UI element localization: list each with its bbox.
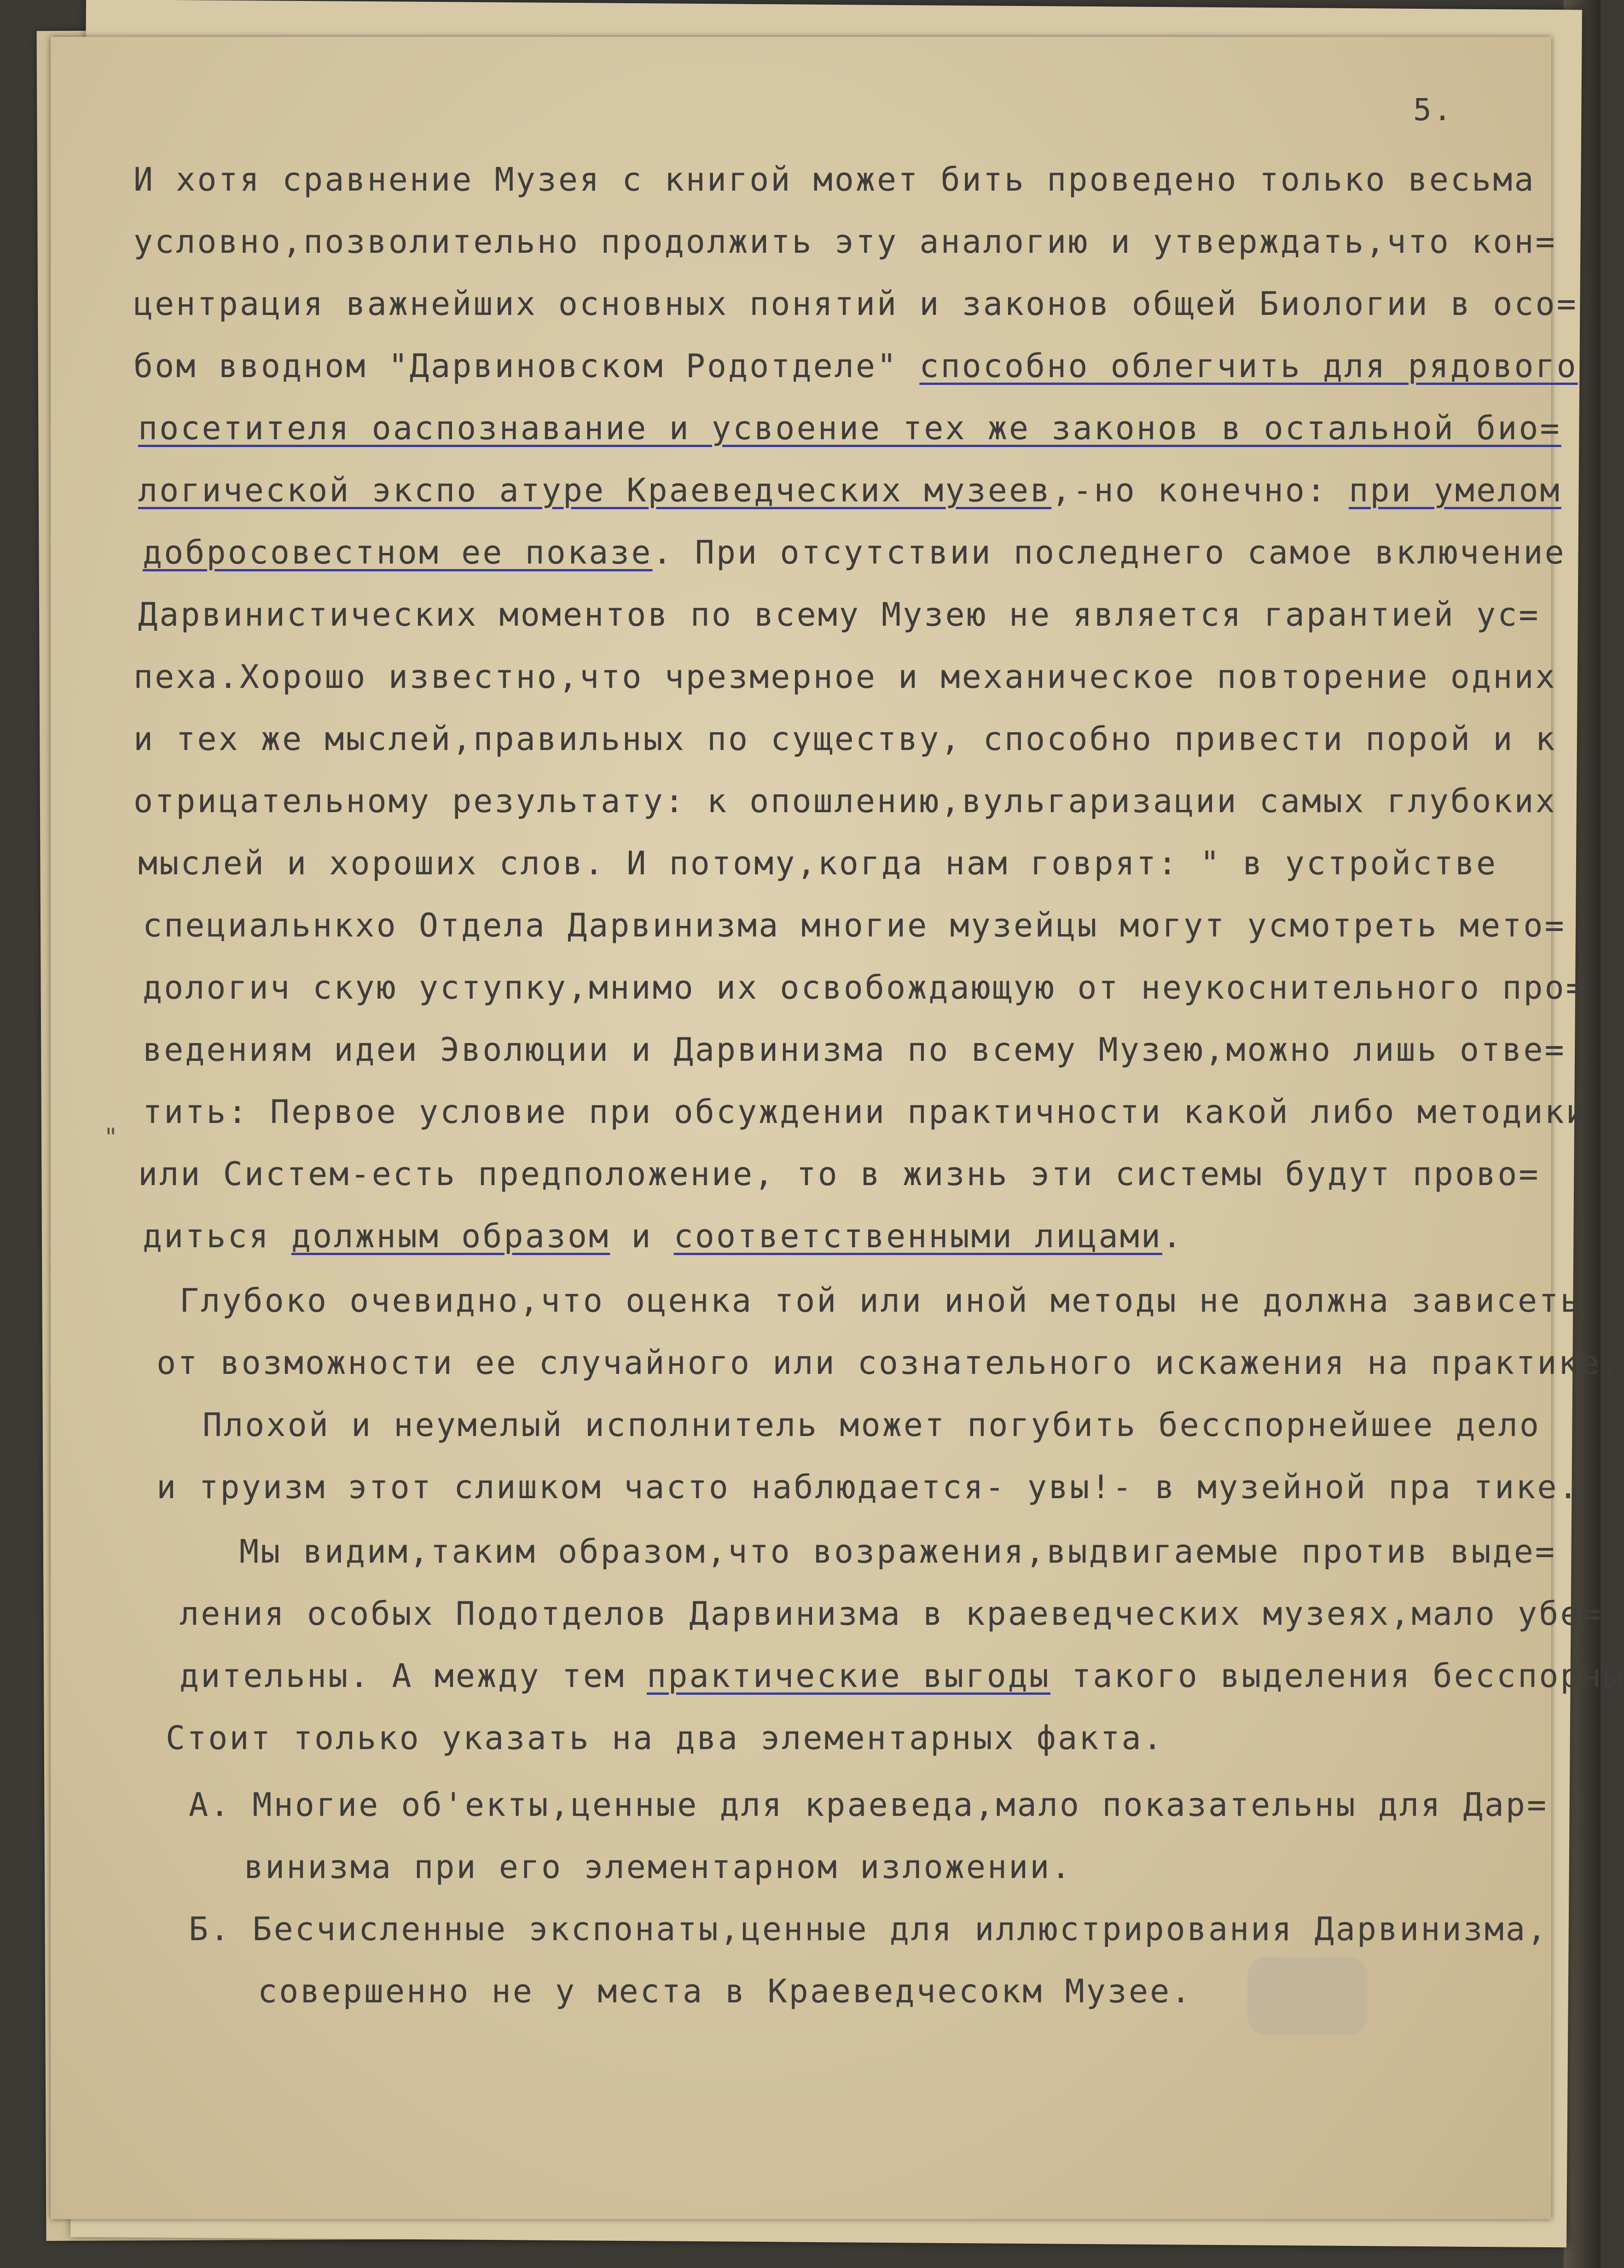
text-segment: ведениям идеи Эволюции и Дарвинизма по всему Музею,можно лишь отве=: [143, 1031, 1566, 1069]
text-segment: пеха.Хорошо известно,что чрезмерное и механическое повторение одних: [133, 658, 1557, 696]
text-segment: Б. Бесчисленные экспонаты,ценные для иллюстрирования Дарвинизма,: [189, 1910, 1549, 1948]
text-line: [133, 285, 1578, 322]
text-segment: И хотя сравнение Музея с книгой может бить проведено только весьма: [133, 161, 1536, 198]
text-line: [133, 161, 1535, 198]
text-line: [203, 1407, 1541, 1443]
text-line: [143, 1031, 1566, 1068]
text-segment: Глубоко очевидно,что оценка той или иной методы не должна зависеть: [180, 1282, 1582, 1320]
text-line: [143, 534, 1566, 571]
text-segment: от возможности ее случайного или сознательного искажения на практике.: [157, 1344, 1622, 1382]
text-segment: винизма при его элементарном изложении.: [244, 1848, 1073, 1886]
text-line: [180, 1595, 1603, 1632]
text-segment: дологич скую уступку,мнимо их освобождающую от неукоснительного про=: [143, 969, 1587, 1006]
text-line: [133, 223, 1557, 260]
underlined-text: способно облегчить для рядового: [919, 347, 1578, 385]
text-line: [138, 845, 1497, 882]
text-line: [143, 1218, 1183, 1255]
text-segment: условно,позволительно продолжить эту аналогию и утверждать,что кон=: [133, 223, 1557, 261]
text-segment: центрация важнейших основных понятий и законов общей Биологии в осо=: [133, 285, 1578, 323]
text-segment: и труизм этот слишком часто наблюдается- увы!- в музейной пра тике.: [157, 1468, 1580, 1506]
text-line: [143, 1093, 1587, 1130]
text-line: [133, 348, 1578, 384]
text-segment: совершенно не у места в Краеведчесокм Музее.: [258, 1972, 1193, 2010]
text-segment: Стоит только указать на два элементарных факта.: [166, 1719, 1164, 1757]
text-line: [138, 472, 1561, 509]
underlined-text: добросовестном ее показе: [143, 534, 653, 571]
text-line: [133, 658, 1557, 695]
text-line: [143, 969, 1587, 1006]
text-line: [138, 410, 1561, 447]
underlined-text: практические выгоды: [647, 1657, 1050, 1695]
underlined-text: посетителя оаспознавание и усвоение тех же законов в остальной био=: [138, 409, 1561, 447]
text-line: [143, 907, 1566, 944]
text-segment: отрицательному результату: к опошлению,вульгаризации самых глубоких: [133, 782, 1557, 820]
text-segment: Плохой и неумелый исполнитель может погубить бесспорнейшее дело: [203, 1406, 1541, 1444]
text-line: [138, 596, 1540, 633]
text-line: [133, 721, 1557, 757]
text-segment: мыслей и хороших слов. И потому,когда нам говрят: " в устройстве: [138, 844, 1498, 882]
text-segment: бом вводном "Дарвиновском Родотделе": [133, 347, 920, 385]
text-segment: и тех же мыслей,правильных по существу, способно привести порой и к: [133, 720, 1557, 758]
text-segment: дительны. А между тем: [180, 1657, 647, 1695]
margin-mark: ": [104, 1123, 118, 1151]
text-line: [138, 1156, 1540, 1192]
archive-stamp: [1247, 1957, 1367, 2035]
text-segment: Мы видим,таким образом,что возражения,выдвигаемые против выде=: [239, 1533, 1556, 1570]
text-line: [258, 1973, 1192, 2010]
underlined-text: соответственными лицами: [673, 1217, 1162, 1255]
text-line: [180, 1282, 1581, 1319]
text-line: [244, 1849, 1073, 1885]
typewritten-page: [51, 37, 1624, 2219]
text-segment: диться: [143, 1217, 292, 1255]
text-segment: такого выделения бесспорны: [1050, 1657, 1624, 1695]
text-segment: тить: Первое условие при обсуждении практичности какой либо методики: [143, 1093, 1587, 1131]
underlined-text: должным образом: [291, 1217, 610, 1255]
text-segment: или Систем-есть предположение, то в жизнь эти системы будут прово=: [138, 1155, 1540, 1193]
text-line: [189, 1911, 1548, 1948]
underlined-text: при умелом: [1349, 471, 1561, 509]
text-line: [166, 1720, 1164, 1756]
text-segment: .: [1162, 1217, 1184, 1255]
text-line: [189, 1786, 1548, 1823]
text-line: [180, 1657, 1624, 1694]
text-segment: Дарвинистических моментов по всему Музею не является гарантией ус=: [138, 596, 1540, 634]
text-line: [239, 1533, 1556, 1570]
text-segment: и: [610, 1217, 674, 1255]
text-segment: ления особых Подотделов Дарвинизма в краеведческих музеях,мало убе=: [180, 1595, 1603, 1633]
text-line: [157, 1469, 1580, 1506]
text-line: [157, 1344, 1622, 1381]
page-number: 5.: [1413, 92, 1454, 128]
text-segment: ,-но конечно:: [1051, 471, 1349, 509]
text-line: [133, 783, 1557, 820]
text-segment: А. Многие об'екты,ценные для краеведа,мало показательны для Дар=: [189, 1786, 1549, 1824]
text-segment: . При отсутствии последнего самое включение: [652, 534, 1566, 571]
text-segment: специальнкхо Отдела Дарвинизма многие музейцы могут усмотреть мето=: [143, 907, 1566, 944]
underlined-text: логической экспо атуре Краеведческих музеев: [138, 471, 1052, 509]
